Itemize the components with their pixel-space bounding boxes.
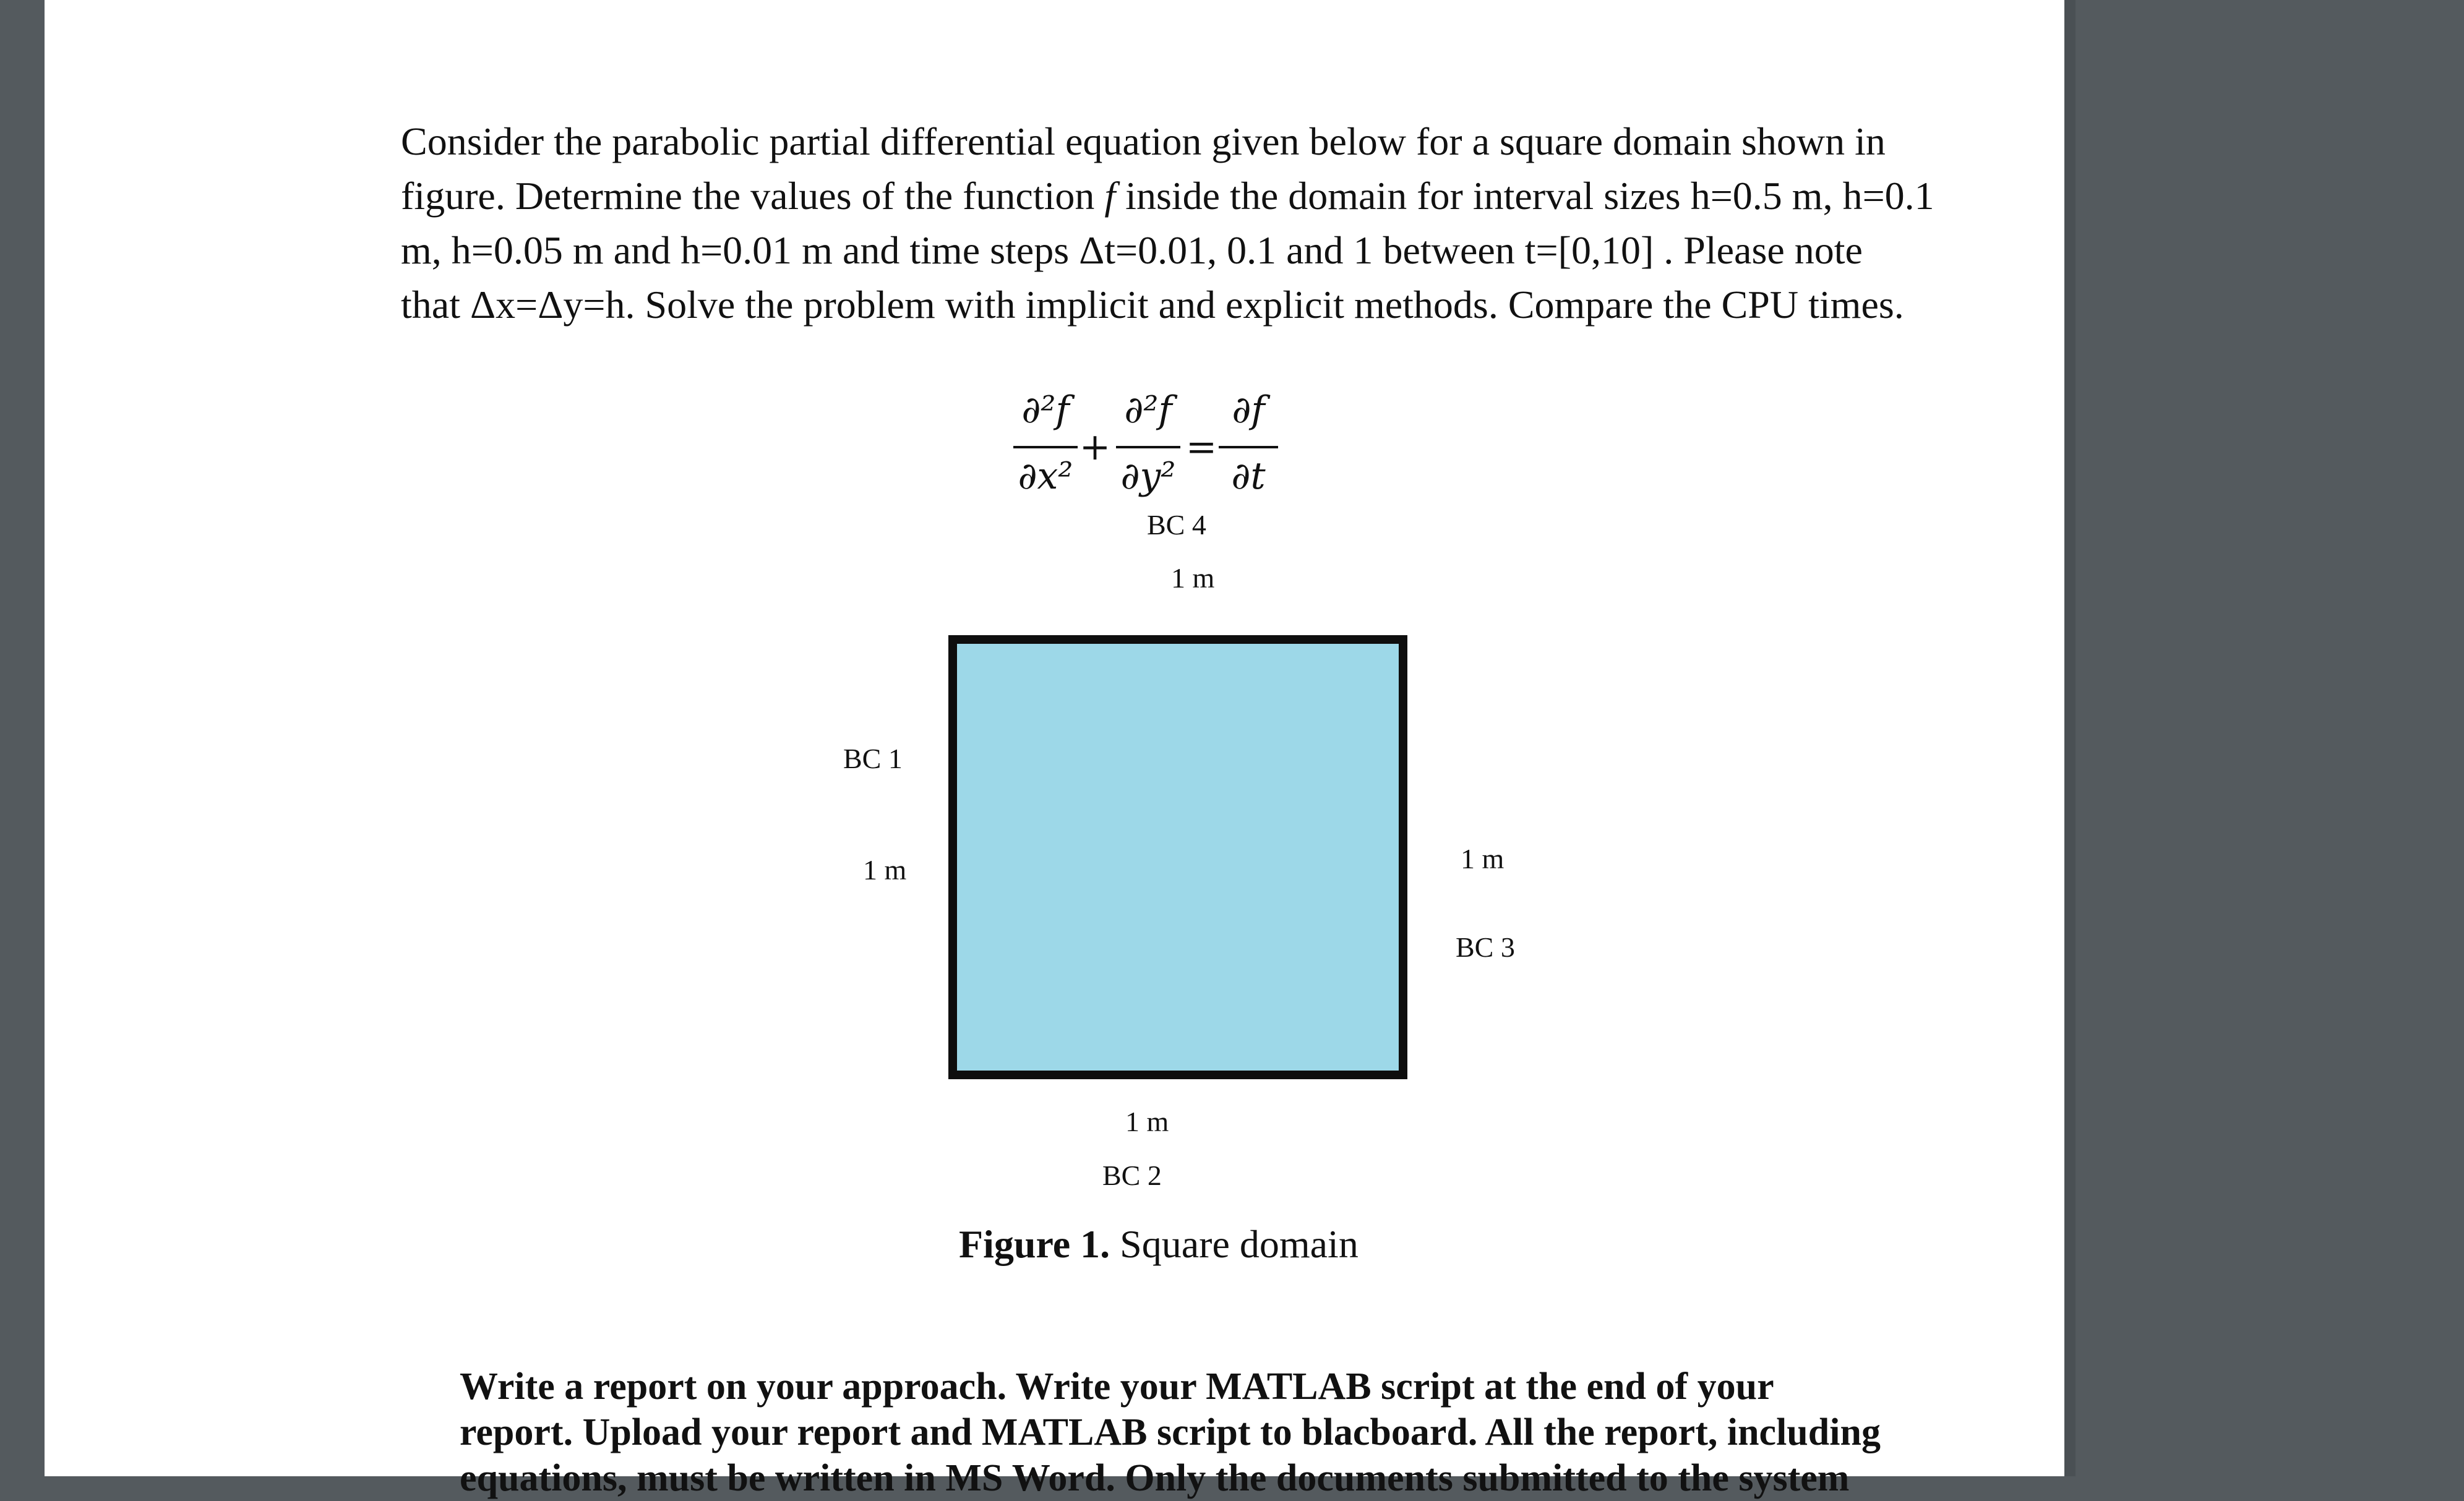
report-line-2: report. Upload your report and MATLAB script to blacboard. All the report, including: [460, 1411, 1881, 1453]
document-page: [45, 0, 2064, 1499]
function-symbol: f: [1104, 174, 1116, 218]
figure-caption: [959, 1221, 1359, 1267]
term2-denominator: ∂y²: [1120, 455, 1176, 498]
dim-right-label: 1 m: [1461, 843, 1505, 875]
equals-sign: =: [1185, 425, 1217, 469]
bc-top-label: BC 4: [1147, 509, 1206, 541]
intro-line-2-post: inside the domain for interval sizes h=0.5 m, h=0.1: [1115, 174, 1934, 218]
dim-bottom-label: 1 m: [1125, 1106, 1169, 1137]
term1-denominator: ∂x²: [1018, 455, 1073, 498]
intro-line-4: that Δx=Δy=h. Solve the problem with implicit and explicit methods. Compare the CPU times.: [401, 283, 1904, 327]
pde-equation: [1011, 380, 1382, 504]
plus-sign: +: [1079, 425, 1111, 469]
term3-denominator: ∂t: [1231, 455, 1266, 498]
report-instructions: [460, 1364, 1961, 1501]
report-line-1: Write a report on your approach. Write your MATLAB script at the end of your: [460, 1366, 1774, 1408]
figure-caption-label: Figure 1.: [959, 1222, 1110, 1266]
page-shadow-edge: [2064, 0, 2076, 1476]
intro-line-2-pre: figure. Determine the values of the function: [401, 174, 1105, 218]
dim-left-label: 1 m: [863, 854, 907, 886]
term1-numerator: ∂²f: [1021, 388, 1070, 432]
bc-right-label: BC 3: [1456, 931, 1515, 963]
bc-bottom-label: BC 2: [1102, 1160, 1162, 1191]
intro-line-2: [401, 169, 1961, 223]
term3-numerator: ∂f: [1232, 388, 1265, 432]
report-line-3: equations, must be written in MS Word. Only the documents submitted to the system: [460, 1457, 1850, 1499]
problem-statement: [401, 114, 1961, 332]
intro-line-1: Consider the parabolic partial differential equation given below for a square domain shown in: [401, 119, 1886, 163]
dim-top-label: 1 m: [1171, 562, 1215, 594]
square-domain: [948, 635, 1407, 1079]
bc-left-label: BC 1: [843, 743, 903, 774]
term2-numerator: ∂²f: [1124, 388, 1172, 432]
figure-caption-text: Square domain: [1110, 1222, 1359, 1266]
intro-line-3: m, h=0.05 m and h=0.01 m and time steps Δt=0.01, 0.1 and 1 between t=[0,10] . Please note: [401, 228, 1863, 272]
